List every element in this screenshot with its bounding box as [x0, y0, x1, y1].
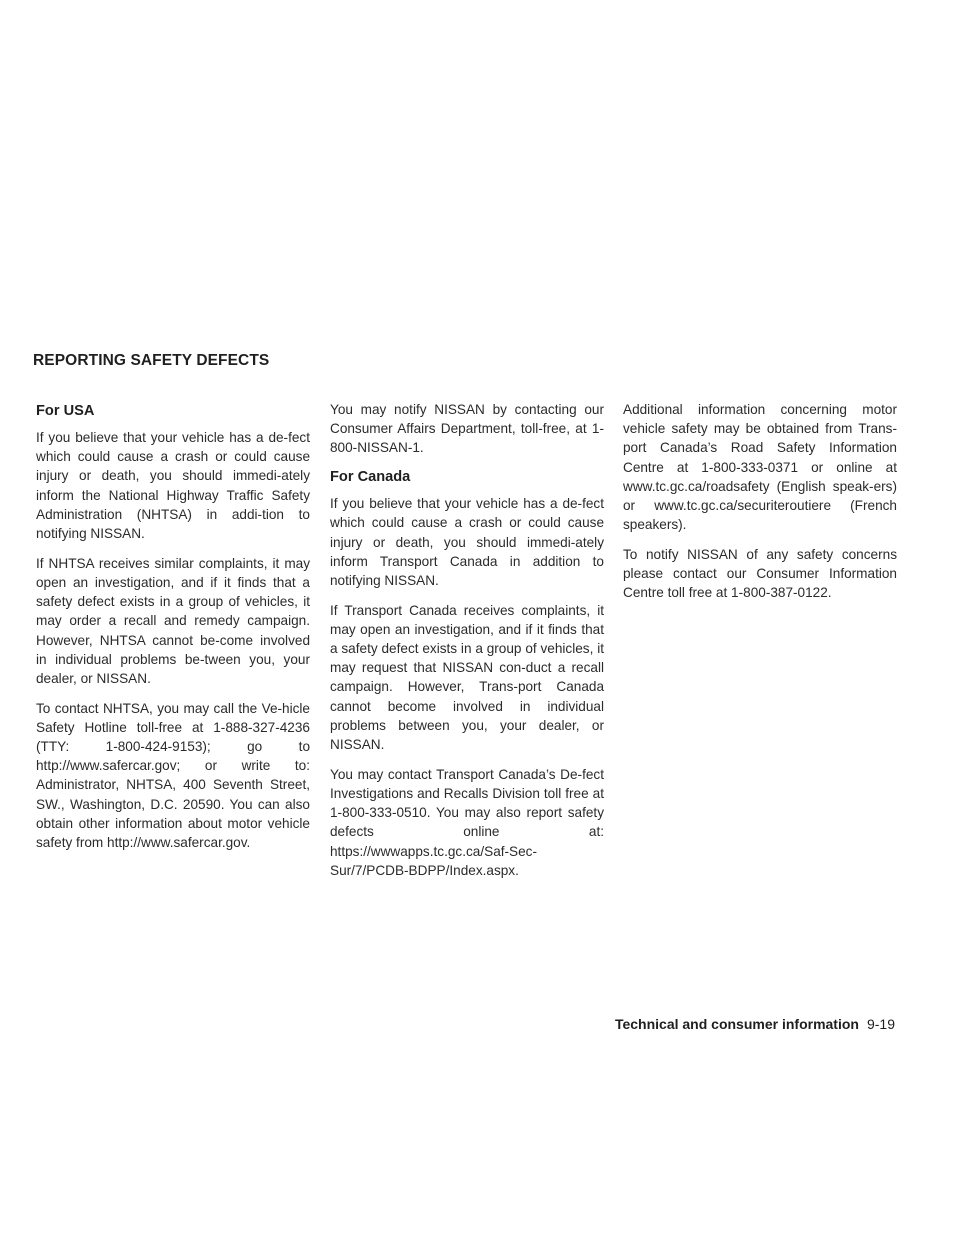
canada-paragraph-1: If you believe that your vehicle has a de-fect which could cause a crash or could cause injury or death, you should immedi-ately inform Transport Canada in addition to notifying NISSAN.: [330, 496, 604, 588]
column-3: [623, 400, 897, 613]
canada-paragraph-4: Additional information concerning motor vehicle safety may be obtained from Trans-port Canada’s Road Safety Information Centre at 1-800-333-0371 or online at www.tc.gc.ca/roadsafety (English speak-ers) or www.tc.gc.ca/securiteroutiere (French speakers).: [623, 402, 897, 533]
usa-paragraph-1: If you believe that your vehicle has a de-fect which could cause a crash or could cause injury or death, you should immedi-ately inform the National Highway Traffic Safety Administration (NHTSA) in addi-tion to notifying NISSAN.: [36, 430, 310, 542]
canada-paragraph-5: To notify NISSAN of any safety concerns please contact our Consumer Information Centre toll free at 1-800-387-0122.: [623, 546, 897, 601]
usa-paragraph-3: To contact NHTSA, you may call the Ve-hicle Safety Hotline toll-free at 1-888-327-4236 (TTY: 1-800-424-9153); go to http://www.safercar.gov; or write to: Administrator, NHTSA, 400 Seventh Street, SW., Washington, D.C. 20590. You can also obtain other information about motor vehicle safety from http://www.safercar.gov.: [36, 700, 310, 851]
column-1: [36, 400, 310, 863]
usa-paragraph-2: If NHTSA receives similar complaints, it may open an investigation, and if it finds that a safety defect exists in a group of vehicles, it may order a recall and remedy campaign. However, NHTSA cannot be-come involved in individual problems be-tween you, your dealer, or NISSAN.: [36, 555, 310, 686]
page-number: 9-19: [866, 1016, 895, 1032]
footer-section-title: Technical and consumer information: [614, 1016, 859, 1032]
page-footer: [615, 1016, 895, 1032]
column-2: [330, 400, 604, 890]
canada-paragraph-2: If Transport Canada receives complaints, it may open an investigation, and if it finds that a safety defect exists in a group of vehicles, it may request that NISSAN con-duct a recall campaign. However, Trans-port Canada cannot become involved in individual problems between you, your dealer, or NISSAN.: [330, 602, 604, 753]
canada-paragraph-3: You may contact Transport Canada’s De-fect Investigations and Recalls Division toll free at 1-800-333-0510. You may also report safety defects online at: https://wwwapps.tc.gc.ca/Saf-Sec-Sur/7/PCDB-BDPP/Index.aspx.: [330, 766, 604, 878]
usa-heading: For USA: [36, 403, 95, 419]
canada-heading: For Canada: [330, 469, 411, 486]
usa-paragraph-4: You may notify NISSAN by contacting our Consumer Affairs Department, toll-free, at 1-800-NISSAN-1.: [330, 402, 604, 456]
section-title: REPORTING SAFETY DEFECTS: [33, 352, 270, 369]
